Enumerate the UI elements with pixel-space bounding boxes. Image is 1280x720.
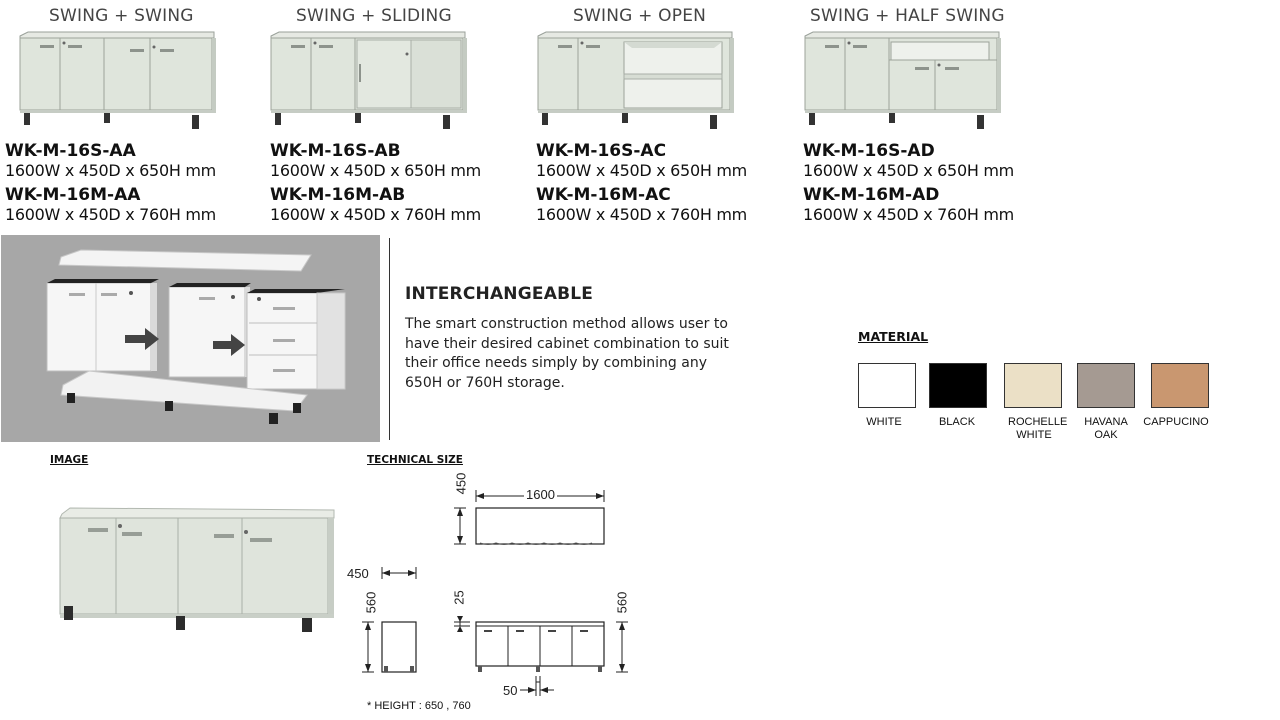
product-title: SWING + OPEN: [573, 6, 707, 26]
product-dim-760: 1600W x 450D x 760H mm: [803, 205, 1014, 224]
image-section-label: IMAGE: [50, 454, 89, 466]
cabinet-swing-sliding-image: [269, 30, 469, 132]
dim-leg-offset: 50: [503, 683, 518, 698]
product-title: SWING + HALF SWING: [810, 6, 1005, 26]
product-code-760: WK-M-16M-AC: [536, 185, 671, 205]
swatch-havana-oak: [1077, 363, 1135, 408]
product-code-650: WK-M-16S-AD: [803, 141, 935, 161]
product-code-760: WK-M-16M-AD: [803, 185, 940, 205]
cabinet-swing-half-swing-image: [803, 30, 1003, 132]
interchangeable-illustration-panel: [1, 235, 380, 442]
product-dim-760: 1600W x 450D x 760H mm: [5, 205, 216, 224]
swatch-label-cappucino: CAPPUCINO: [1143, 416, 1209, 428]
swatch-rochelle-white: [1004, 363, 1062, 408]
product-title: SWING + SWING: [49, 6, 194, 26]
product-dim-650: 1600W x 450D x 650H mm: [5, 161, 216, 180]
dim-side-depth: 450: [347, 566, 369, 581]
swatch-white: [858, 363, 916, 408]
product-dim-650: 1600W x 450D x 650H mm: [803, 161, 1014, 180]
swatch-black: [929, 363, 987, 408]
dim-top-depth: 450: [453, 472, 469, 495]
interchangeable-title: INTERCHANGEABLE: [405, 284, 594, 304]
exploded-cabinet-illustration: [1, 235, 380, 442]
product-dim-650: 1600W x 450D x 650H mm: [536, 161, 747, 180]
height-note: * HEIGHT : 650 , 760: [367, 700, 471, 712]
cabinet-swing-open-image: [536, 30, 736, 132]
swatch-label-white: WHITE: [866, 416, 902, 428]
product-code-650: WK-M-16S-AB: [270, 141, 401, 161]
swatch-label-havana-oak: HAVANA OAK: [1084, 416, 1128, 441]
product-dim-760: 1600W x 450D x 760H mm: [536, 205, 747, 224]
technical-drawing: [350, 470, 640, 700]
vertical-divider: [389, 238, 390, 440]
product-code-760: WK-M-16M-AB: [270, 185, 406, 205]
product-dim-760: 1600W x 450D x 760H mm: [270, 205, 481, 224]
product-code-650: WK-M-16S-AC: [536, 141, 667, 161]
interchangeable-description: The smart construction method allows user to have their desired cabinet combination to suit their office needs simply by combining any 650H or 760H storage.: [405, 316, 729, 391]
product-dim-650: 1600W x 450D x 650H mm: [270, 161, 481, 180]
dim-plinth: 25: [451, 590, 467, 605]
product-code-760: WK-M-16M-AA: [5, 185, 141, 205]
swatch-label-rochelle-white: ROCHELLE WHITE: [1008, 416, 1068, 441]
material-title: MATERIAL: [858, 329, 929, 344]
product-code-650: WK-M-16S-AA: [5, 141, 136, 161]
dim-front-height: 560: [614, 591, 630, 614]
swatch-label-black: BLACK: [938, 416, 976, 428]
cabinet-swing-swing-image: [18, 30, 218, 132]
product-title: SWING + SLIDING: [296, 6, 452, 26]
technical-size-label: TECHNICAL SIZE: [367, 454, 463, 466]
swatch-cappucino: [1151, 363, 1209, 408]
cabinet-product-photo: [58, 506, 338, 632]
dim-top-width: 1600: [526, 487, 555, 502]
dim-side-height: 560: [363, 591, 379, 614]
